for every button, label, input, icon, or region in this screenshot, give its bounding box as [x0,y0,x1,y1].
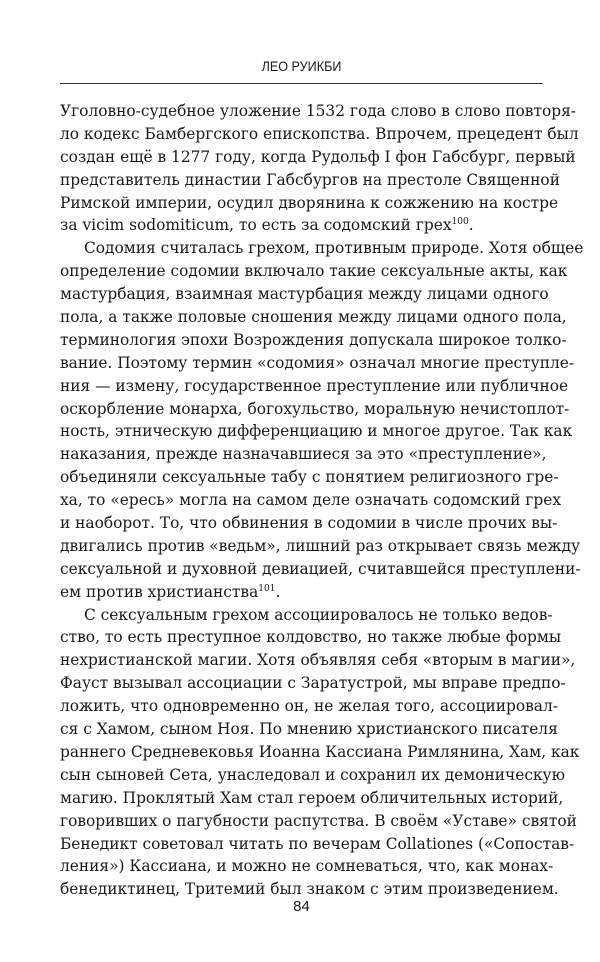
text-line [60,237,584,260]
line-end-punct: . [468,216,474,235]
text-line [60,146,576,169]
text-line [60,512,558,535]
line-text: Уголовно-судебное уложение 1532 года слово в слово повторя- [60,102,577,120]
line-text: ления») Кассиана, и можно не сомневаться, что, как монах- [60,857,554,876]
line-text: терминология эпохи Возрождения допускала широкое толко- [60,330,567,349]
text-line [60,741,580,764]
text-line [60,558,581,581]
line-text: ния — измену, государственное преступление или публичное [60,376,569,395]
line-text: пола, а также половые сношения между лицами одного пола, [60,308,567,327]
line-text: определение содомии включало такие сексуальные акты, как [60,262,568,281]
paragraph [60,237,584,603]
line-text: ем против христианства [60,582,259,601]
text-line [60,169,560,192]
line-text: объединяли сексуальные табу с понятием религиозного гре- [60,468,559,487]
text-line [60,581,543,604]
line-text: мастурбация, взаимная мастурбация между лицами одного [60,285,549,304]
line-text: говоривших о пагубности распутства. В своём «Уставе» святой [60,811,577,830]
text-line [60,833,575,856]
text-line [60,466,559,489]
line-text: сын сыновей Сета, унаследовал и сохранил их демоническую [60,765,566,784]
text-line [60,626,562,649]
page-number: 84 [293,898,310,915]
page-body [60,100,584,901]
text-line [60,810,577,833]
line-text: наказания, прежде назначавшиеся за это «преступление», [60,445,547,464]
text-line [60,672,566,695]
line-text: двигались против «ведьм», лишний раз открывает связь между [60,536,581,555]
text-line [60,260,568,283]
text-line [60,375,569,398]
line-text: ся с Хамом, сыном Ноя. По мнению христианского писателя [60,720,558,739]
line-text: за vicim sodomiticum, то есть за содомский грех [60,216,452,235]
line-text: бенедиктинец, Тритемий был знаком с этим произведением. [60,880,559,899]
text-line [60,329,567,352]
text-line [60,192,559,215]
line-text: нехристианской магии. Хотя объявляя себя «вторым в магии», [60,651,576,670]
text-line [60,352,575,375]
line-text: и наоборот. То, что обвинения в содомии в числе прочих вы- [60,514,558,533]
line-text: ло кодекс Бамбергского епископства. Впрочем, прецедент был [60,124,579,143]
text-line [60,855,554,878]
line-text: ство, то есть преступное колдовство, но также любые формы [60,628,562,647]
text-line [60,535,581,558]
footnote-ref[interactable]: 101 [258,583,276,594]
text-line [60,489,562,512]
text-line [60,214,543,237]
line-text: представитель династии Габсбургов на престоле Священной [60,170,560,189]
line-text: вание. Поэтому термин «содомия» означал многие преступле- [60,353,575,372]
line-text: Фауст вызывал ассоциации с Заратустрой, мы вправе предпо- [60,674,566,693]
line-text: раннего Средневековья Иоанна Кассиана Римлянина, Хам, как [60,742,580,761]
text-line [60,443,547,466]
text-line [60,123,579,146]
text-line [60,420,573,443]
line-text: магию. Проклятый Хам стал героем обличительных историй, [60,788,564,807]
text-line [60,604,553,627]
line-text: ха, то «ересь» могла на самом деле означать содомский грех [60,491,562,510]
line-text: создан ещё в 1277 году, когда Рудольф I фон Габсбург, первый [60,147,576,166]
text-line [60,787,564,810]
footnote-ref[interactable]: 100 [451,217,469,228]
line-text: ложить, что одновременно он, не желая того, ассоциировал- [60,697,558,716]
running-header: ЛЕО РУИКБИ [261,58,342,74]
line-text: сексуальной и духовной девиацией, считавшейся преступлени- [60,559,581,578]
text-line [60,100,577,123]
text-line [60,695,558,718]
line-text: Содомия считалась грехом, противным природе. Хотя общее [84,239,584,258]
paragraph [60,604,580,902]
header-rule [60,83,543,84]
line-text: Бенедикт советовал читать по вечерам Collationes («Сопостав- [60,834,575,853]
text-line [60,649,576,672]
line-text: С сексуальным грехом ассоциировалось не только ведов- [84,605,553,624]
text-line [60,718,558,741]
line-text: оскорбление монарха, богохульство, моральную нечистоплот- [60,399,570,418]
line-text: ность, этническую дифференциацию и многое другое. Так как [60,422,573,441]
text-line [60,764,566,787]
paragraph [60,100,579,237]
line-end-punct: . [275,582,281,601]
text-line [60,398,570,421]
text-line [60,283,549,306]
line-text: Римской империи, осудил дворянина к сожжению на костре [60,193,559,212]
text-line [60,306,567,329]
